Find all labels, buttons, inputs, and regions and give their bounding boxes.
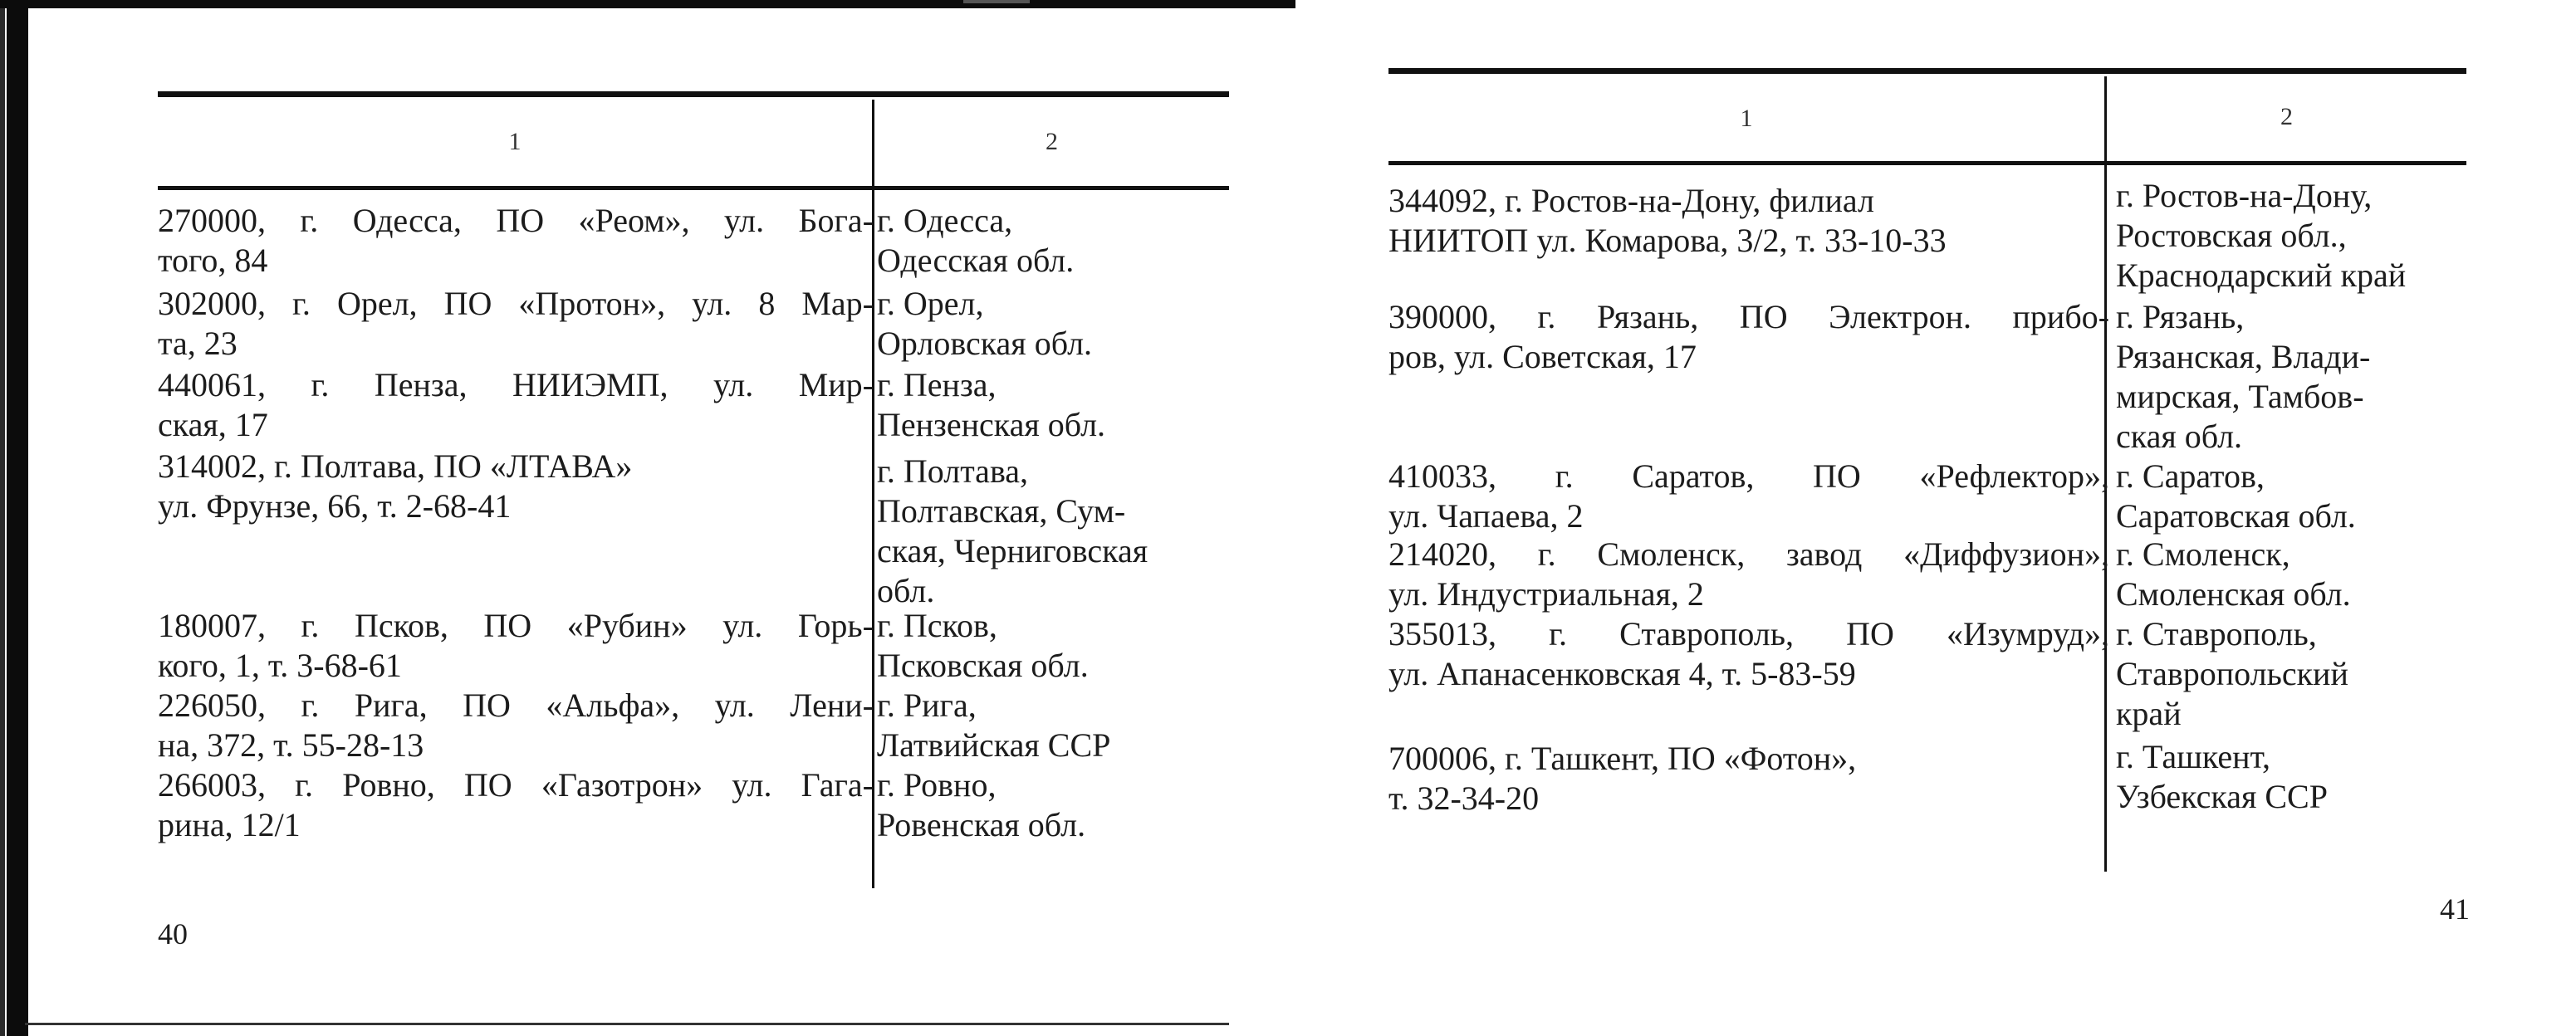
left-row-1-region: г. Одесса, Одесская обл.	[877, 202, 1075, 279]
page-number-right: 41	[2440, 892, 2470, 926]
right-row-2-region: г. Рязань, Рязанская, Влади- мирская, Тамбов- ская обл.	[2116, 298, 2371, 455]
left-row-6-region: г. Рига, Латвийская ССР	[877, 687, 1111, 764]
right-row-3-region: г. Саратов, Саратовская обл.	[2116, 457, 2356, 535]
left-row-5-region: г. Псков, Псковская обл.	[877, 607, 1089, 684]
left-row-2-address: 302000, г. Орел, ПО «Протон», ул. 8 Мар- та, 23	[158, 285, 874, 362]
left-row-7-address: 266003, г. Ровно, ПО «Газотрон» ул. Гага- рина, 12/1	[158, 766, 874, 843]
book-spine-shadow	[7, 0, 28, 1036]
right-row-6-address: 700006, г. Ташкент, ПО «Фотон», т. 32-34-20	[1388, 740, 1857, 817]
right-row-5-region: г. Ставрополь, Ставропольский край	[2116, 615, 2348, 732]
header-bottom-rule	[158, 186, 1229, 190]
right-row-1-address: 344092, г. Ростов-на-Дону, филиал НИИТОП ул. Комарова, 3/2, т. 33-10-33	[1388, 182, 1947, 259]
binding-edge	[0, 0, 5, 1036]
header-col-2: 2	[1046, 128, 1058, 155]
right-row-5-address: 355013, г. Ставрополь, ПО «Изумруд», ул. Апанасенковская 4, т. 5-83-59	[1388, 615, 2109, 692]
header-col-1: 1	[508, 128, 522, 155]
left-row-1-address: 270000, г. Одесса, ПО «Реом», ул. Бога- того, 84	[158, 202, 874, 279]
left-row-3-region: г. Пенза, Пензенская обл.	[877, 366, 1106, 443]
left-row-2-region: г. Орел, Орловская обл.	[877, 285, 1093, 362]
left-row-4-address: 314002, г. Полтава, ПО «ЛТАВА» ул. Фрунзе, 66, т. 2-68-41	[158, 447, 633, 525]
right-row-3-address: 410033, г. Саратов, ПО «Рефлектор», ул. Чапаева, 2	[1388, 457, 2109, 535]
table-top-rule	[158, 91, 1229, 97]
table-top-rule	[1388, 68, 2466, 74]
left-row-4-region: г. Полтава, Полтавская, Сум- ская, Черниговская обл.	[877, 452, 1148, 609]
page-number-left: 40	[158, 917, 188, 950]
left-row-5-address: 180007, г. Псков, ПО «Рубин» ул. Горь- кого, 1, т. 3-68-61	[158, 607, 874, 684]
left-row-7-region: г. Ровно, Ровенская обл.	[877, 766, 1086, 843]
right-row-6-region: г. Ташкент, Узбекская ССР	[2116, 738, 2328, 815]
bottom-edge-line	[25, 1023, 1229, 1025]
right-row-4-region: г. Смоленск, Смоленская обл.	[2116, 535, 2351, 613]
header-col-1: 1	[1740, 105, 1753, 132]
left-row-6-address: 226050, г. Рига, ПО «Альфа», ул. Лени- на, 372, т. 55-28-13	[158, 687, 874, 764]
header-col-2: 2	[2280, 103, 2293, 130]
left-row-3-address: 440061, г. Пенза, НИИЭМП, ул. Мир- ская, 17	[158, 366, 874, 443]
top-edge-shadow	[0, 0, 1295, 8]
scan-mark	[963, 0, 1030, 3]
header-bottom-rule	[1388, 161, 2466, 165]
right-row-2-address: 390000, г. Рязань, ПО Электрон. прибо- ров, ул. Советская, 17	[1388, 298, 2109, 375]
right-row-4-address: 214020, г. Смоленск, завод «Диффузион», ул. Индустриальная, 2	[1388, 535, 2109, 613]
right-row-1-region: г. Ростов-на-Дону, Ростовская обл., Краснодарский край	[2116, 177, 2407, 294]
